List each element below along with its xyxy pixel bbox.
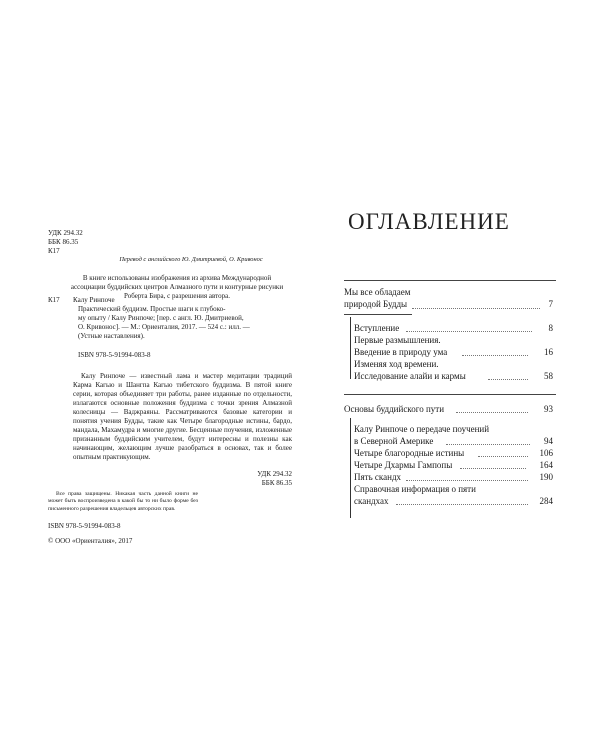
part-1-heading-line-2: природой Будды (344, 299, 408, 309)
toc-item-istiny: Четыре благородные истины (354, 448, 465, 458)
contents-page (300, 0, 600, 750)
toc-item-gampopa: Четыре Дхармы Гампопы (354, 460, 453, 470)
toc-page-vvedenie: 16 (544, 347, 553, 357)
bottom-codes (200, 470, 292, 488)
toc-page-vstuplenie: 8 (548, 323, 553, 333)
k17-label: К17 (48, 296, 60, 304)
part-1-top-rule (344, 280, 556, 281)
toc-item-vvedenie: Введение в природу ума (354, 347, 448, 357)
classification-codes (48, 229, 83, 256)
rights-note: Все права защищены. Никакая часть данной книги не может быть воспроизведена в какой бы то ни было форме без письменного разрешения владельцев авторских прав. (48, 491, 198, 512)
bibliographic-entry (78, 305, 292, 341)
udk-code: УДК 294.32 (48, 229, 83, 237)
author-heading: Калу Ринпоче (73, 296, 115, 304)
part-1-side-bar (350, 317, 351, 379)
page-title: ОГЛАВЛЕНИЕ (348, 209, 510, 234)
bib-line-4: (Устные наставления). (78, 332, 145, 340)
bib-line-3: О. Кривонос]. — М.: Ориенталия, 2017. — 524 с.: илл. — (78, 323, 250, 331)
toc-item-skandhah: скандхах (354, 496, 389, 506)
bib-line-1: Практический буддизм. Простые шаги к глубоко- (78, 305, 226, 313)
copyright-line: © ООО «Ориенталия», 2017 (48, 537, 133, 545)
toc-leader (406, 331, 532, 332)
part-1-page: 7 (548, 299, 553, 309)
toc-page-issledovanie: 58 (544, 371, 553, 381)
bbk-code: ББК 86.35 (48, 238, 79, 246)
toc-page-istiny: 106 (539, 448, 553, 458)
udk-bottom: УДК 294.32 (257, 470, 292, 478)
annotation-text: Калу Ринпоче — известный лама и мастер медитации традиций Карма Кагью и Шангпа Кагью тибетского буддизма. В пятой книге серии, которая объединяет три работы, ранее изданные по отдельности, излагаются основные положения буддизма с точки зрения Алмазной колесницы — Ваджраяны. Рассматриваются базовые категории и понятия учения Будды, такие как Четыре благородные истины, бардо, мандала, Махамудра и многие другие. Бесценные поучения, изложенные признанным буддийским учителем, будут интересны и полезны как начинающим, желающим лучше разобраться в основах, так и более опытным практикующим. (73, 372, 292, 461)
author-mark: К17 (48, 247, 60, 255)
toc-item-vstuplenie: Вступление (354, 323, 400, 333)
toc-leader (488, 379, 528, 380)
toc-item-izmenyaya: Изменяя ход времени. (354, 359, 439, 369)
toc-item-spravochnaya: Справочная информация о пяти (354, 484, 476, 494)
translators-line: Перевод с английского Ю. Дмитриевой, О. Кривонос (119, 256, 263, 263)
part-2-heading: Основы буддийского пути (344, 404, 445, 414)
isbn-bottom: ISBN 978-5-91994-083-8 (48, 522, 121, 530)
toc-page-gampopa: 164 (539, 460, 553, 470)
toc-page-skandhi: 190 (539, 472, 553, 482)
toc-item-skandhi: Пять скандх (354, 472, 402, 482)
part-1-heading-line-1: Мы все обладаем (344, 287, 411, 297)
toc-leader (460, 468, 526, 469)
toc-item-kalu: Калу Ринпоче о передаче поучений (354, 424, 490, 434)
toc-leader (462, 355, 528, 356)
part-2-side-bar (350, 418, 351, 518)
bib-line-2: му опыту / Калу Ринпоче; [пер. с англ. Ю. Дмитриевой, (78, 314, 244, 322)
part-2-leader (456, 412, 528, 413)
bbk-bottom: ББК 86.35 (261, 479, 292, 487)
toc-leader (406, 480, 528, 481)
isbn-top: ISBN 978-5-91994-083-8 (78, 351, 151, 359)
part-1-leader (412, 308, 540, 309)
part-1-heading-underline (344, 314, 412, 315)
part-2-page: 93 (544, 404, 553, 414)
toc-leader (446, 444, 530, 445)
part-2-top-rule (344, 394, 556, 395)
toc-page-skandhah: 284 (539, 496, 553, 506)
illustrations-note: В книге использованы изображения из архива Международной ассоциации буддийских центров Алмазного пути и контурные рисунки Роберта Бира, с разрешения автора. (70, 274, 284, 300)
toc-leader (396, 504, 528, 505)
toc-item-issledovanie: Исследование алайи и кармы (354, 371, 466, 381)
toc-leader (478, 456, 528, 457)
toc-item-pervye: Первые размышления. (354, 335, 441, 345)
toc-page-severnaya: 94 (544, 436, 553, 446)
toc-item-severnaya: в Северной Америке (354, 436, 434, 446)
